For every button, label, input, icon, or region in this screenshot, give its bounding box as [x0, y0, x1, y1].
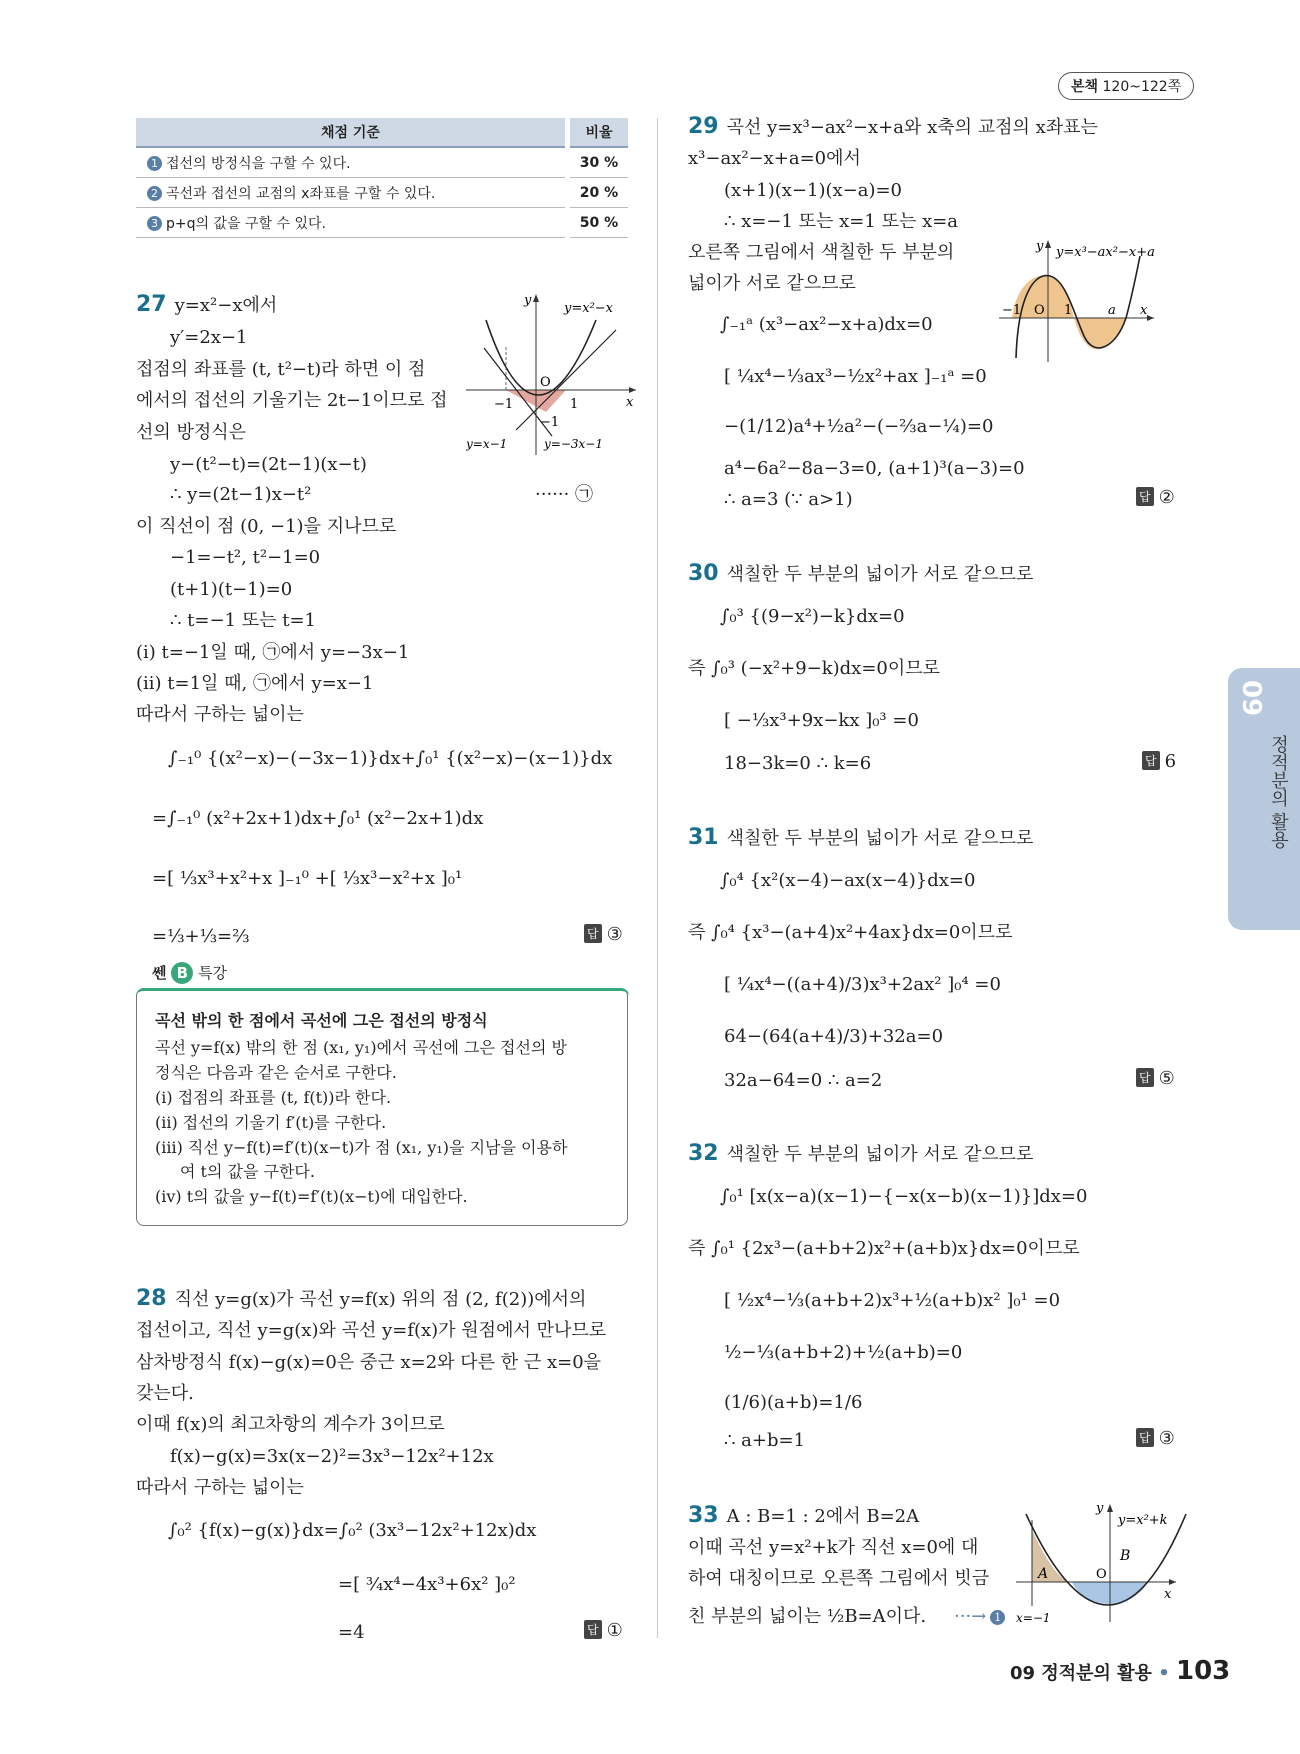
solution-line: [ −⅓x³+9x−kx ]₀³ =0 [724, 710, 919, 731]
solution-line: [ ¼x⁴−((a+4)/3)x³+2ax² ]₀⁴ =0 [724, 974, 1001, 995]
solution-line: 18−3k=0 ∴ k=6 [724, 753, 872, 774]
answer-value: ③ [606, 924, 623, 945]
tick-label: 1 [570, 397, 579, 412]
tick-label: 1 [1064, 303, 1073, 318]
tip-line: 곡선 y=f(x) 밖의 한 점 (x₁, y₁)에서 곡선에 그은 접선의 방 [155, 1038, 567, 1057]
line-label: x=−1 [1016, 1611, 1051, 1625]
solution-line: 하여 대칭이므로 오른쪽 그림에서 빗금 [688, 1568, 990, 1589]
tip-title: 곡선 밖의 한 점에서 곡선에 그은 접선의 방정식 [155, 1011, 488, 1030]
solution-line: 에서의 접선의 기울기는 2t−1이므로 접 [136, 390, 448, 411]
axis-label: y [1096, 1501, 1104, 1516]
problem-number: 29 [688, 114, 719, 139]
answer [1136, 1068, 1175, 1089]
solution-line: y−(t²−t)=(2t−1)(x−t) [170, 454, 367, 475]
solution-line: =[ ¾x⁴−4x³+6x² ]₀² [338, 1574, 516, 1595]
answer-value: ⑤ [1158, 1068, 1175, 1089]
answer [584, 1620, 623, 1641]
origin-label: O [1096, 1567, 1107, 1582]
solution-line: ∫₋₁ᵃ (x³−ax²−x+a)dx=0 [720, 314, 933, 335]
solution-line: (i) t=−1일 때, ㉠에서 y=−3x−1 [136, 642, 410, 663]
problem-number: 27 [136, 292, 167, 317]
badge-circle: B [171, 962, 193, 984]
tick-label: −1 [494, 397, 514, 412]
answer-value: ① [606, 1620, 623, 1641]
ratio-header: 비율 [570, 118, 628, 147]
answer-label: 답 [584, 1620, 602, 1639]
criteria-header: 채점 기준 [136, 118, 565, 147]
number-badge: 2 [147, 186, 162, 201]
table-row [136, 208, 628, 238]
solution-line: 오른쪽 그림에서 색칠한 두 부분의 [688, 242, 955, 263]
criteria-text: p+q의 값을 구할 수 있다. [166, 215, 326, 232]
solution-line: 64−(64(a+4)/3)+32a=0 [724, 1026, 944, 1047]
criteria-text: 곡선과 접선의 교점의 x좌표를 구할 수 있다. [166, 185, 436, 202]
solution-line: (x+1)(x−1)(x−a)=0 [724, 180, 903, 201]
solution-line: ∫₀⁴ {x²(x−4)−ax(x−4)}dx=0 [720, 870, 976, 891]
criteria-text: 접선의 방정식을 구할 수 있다. [166, 155, 351, 172]
answer [1136, 487, 1175, 508]
axis-label: y [1036, 239, 1044, 254]
arrow-icon: ···→ [954, 1606, 987, 1627]
tangent-line-1 [516, 330, 616, 430]
footer-chapter: 09 정적분의 활용 [1010, 1663, 1152, 1684]
solution-line: 색칠한 두 부분의 넓이가 서로 같으므로 [726, 828, 1034, 849]
ref-pages: 120~122쪽 [1102, 79, 1182, 95]
solution-line: 직선 y=g(x)가 곡선 y=f(x) 위의 점 (2, f(2))에서의 [174, 1289, 587, 1310]
column-divider [657, 118, 658, 1638]
solution-line: =∫₋₁⁰ (x²+2x+1)dx+∫₀¹ (x²−2x+1)dx [152, 808, 484, 829]
tick-label: −1 [1002, 303, 1022, 318]
solution-line: 넓이가 서로 같으므로 [688, 273, 856, 294]
answer-value: ② [1158, 487, 1175, 508]
region-label: B [1120, 1548, 1131, 1564]
solution-line: −1=−t², t²−1=0 [170, 547, 321, 568]
solution-line: y′=2x−1 [170, 327, 248, 348]
page-footer [1010, 1656, 1230, 1686]
solution-line: ∫₋₁⁰ {(x²−x)−(−3x−1)}dx+∫₀¹ {(x²−x)−(x−1)}dx [168, 748, 613, 769]
solution-line: a⁴−6a²−8a−3=0, (a+1)³(a−3)=0 [724, 458, 1025, 479]
tip-line: (ii) 접선의 기울기 f′(t)를 구한다. [155, 1113, 387, 1132]
region-label: A [1038, 1566, 1049, 1582]
graph-29 [994, 236, 1184, 364]
line-label: y=−3x−1 [544, 437, 603, 451]
chapter-number: 09 [1236, 680, 1266, 717]
solution-line: (t+1)(t−1)=0 [170, 579, 293, 600]
solution-line: 색칠한 두 부분의 넓이가 서로 같으므로 [726, 564, 1034, 585]
solution-line: 접점의 좌표를 (t, t²−t)라 하면 이 점 [136, 359, 426, 380]
table-row [136, 178, 628, 208]
answer [1142, 751, 1176, 772]
problem-number: 28 [136, 1286, 167, 1311]
solution-line: ∴ a+b=1 [724, 1430, 806, 1451]
solution-line: 갖는다. [136, 1383, 194, 1404]
solution-line: (1/6)(a+b)=1/6 [724, 1392, 863, 1413]
solution-line: −(1/12)a⁴+½a²−(−⅔a−¼)=0 [724, 416, 994, 437]
solution-line: ∴ t=−1 또는 t=1 [170, 610, 317, 631]
scoring-criteria-table [136, 118, 628, 238]
solution-line: ∴ a=3 (∵ a>1) [724, 489, 853, 510]
solution-line: [ ¼x⁴−⅓ax³−½x²+ax ]₋₁ᵃ =0 [724, 366, 987, 387]
solution-line: 접선이고, 직선 y=g(x)와 곡선 y=f(x)가 원점에서 만나므로 [136, 1320, 607, 1341]
solution-line: 따라서 구하는 넓이는 [136, 1477, 304, 1498]
tip-line: (i) 접점의 좌표를 (t, f(t))라 한다. [155, 1088, 392, 1107]
number-badge: 1 [990, 1610, 1005, 1625]
ratio-value: 20 % [570, 178, 628, 208]
answer-label: 답 [1136, 1068, 1154, 1087]
tip-line: (iii) 직선 y−f(t)=f′(t)(x−t)가 점 (x₁, y₁)을 지남을 이용하 [155, 1138, 568, 1157]
graph-27 [466, 290, 642, 460]
solution-line: 32a−64=0 ∴ a=2 [724, 1070, 883, 1091]
tip-badge [152, 962, 227, 984]
tip-line: 정식은 다음과 같은 순서로 구한다. [155, 1063, 397, 1082]
axis-label: y [524, 293, 532, 308]
solution-line: f(x)−g(x)=3x(x−2)²=3x³−12x²+12x [170, 1446, 494, 1467]
solution-line: ∫₀³ {(9−x²)−k}dx=0 [720, 606, 905, 627]
badge-text: 쎈 [152, 964, 167, 982]
answer [1136, 1428, 1175, 1449]
number-badge: 3 [147, 216, 162, 231]
answer-label: 답 [1142, 751, 1160, 770]
origin-label: O [540, 375, 551, 390]
page-number: 103 [1176, 1656, 1231, 1686]
problem-number: 31 [688, 825, 719, 850]
answer [584, 924, 623, 945]
solution-line: x³−ax²−x+a=0에서 [688, 148, 861, 169]
solution-line: 색칠한 두 부분의 넓이가 서로 같으므로 [726, 1144, 1034, 1165]
problem-number: 33 [688, 1503, 719, 1528]
ratio-value: 50 % [570, 208, 628, 238]
answer-value: ③ [1158, 1428, 1175, 1449]
solution-line: 즉 ∫₀³ (−x²+9−k)dx=0이므로 [688, 658, 941, 679]
origin-label: O [1034, 303, 1045, 318]
graph-33 [1016, 1500, 1188, 1626]
ref-bold: 본책 [1071, 79, 1099, 95]
solution-line: ½−⅓(a+b+2)+½(a+b)=0 [724, 1342, 963, 1363]
solution-line: =[ ⅓x³+x²+x ]₋₁⁰ +[ ⅓x³−x²+x ]₀¹ [152, 868, 463, 889]
curve-label: y=x³−ax²−x+a [1056, 245, 1155, 260]
axis-label: x [1140, 303, 1148, 318]
badge-text: 특강 [198, 964, 228, 982]
page-reference-badge [1058, 72, 1194, 100]
solution-line: ∫₀² {f(x)−g(x)}dx=∫₀² (3x³−12x²+12x)dx [168, 1520, 537, 1541]
problem-number: 32 [688, 1141, 719, 1166]
solution-line: [ ½x⁴−⅓(a+b+2)x³+½(a+b)x² ]₀¹ =0 [724, 1290, 1061, 1311]
answer-label: 답 [584, 924, 602, 943]
solution-line: =4 [338, 1622, 365, 1643]
footer-dot: • [1158, 1663, 1170, 1684]
solution-line: 곡선 y=x³−ax²−x+a와 x축의 교점의 x좌표는 [726, 117, 1098, 138]
axis-label: x [1164, 1587, 1172, 1602]
solution-line: ∫₀¹ [x(x−a)(x−1)−{−x(x−b)(x−1)}]dx=0 [720, 1186, 1088, 1207]
curve-label: y=x²−x [564, 301, 614, 316]
solution-line: 즉 ∫₀¹ {2x³−(a+b+2)x²+(a+b)x}dx=0이므로 [688, 1238, 1080, 1259]
solution-line: ∴ y=(2t−1)x−t² [170, 484, 312, 505]
solution-line: ∴ x=−1 또는 x=1 또는 x=a [724, 211, 959, 232]
solution-line: =⅓+⅓=⅔ [152, 926, 250, 947]
answer-value: 6 [1164, 751, 1177, 772]
solution-line: 이때 곡선 y=x²+k가 직선 x=0에 대 [688, 1537, 979, 1558]
problem-number: 30 [688, 561, 719, 586]
solution-line: (ii) t=1일 때, ㉠에서 y=x−1 [136, 673, 374, 694]
solution-line: 선의 방정식은 [136, 422, 247, 443]
solution-line: 이때 f(x)의 최고차항의 계수가 3이므로 [136, 1414, 445, 1435]
line-label: y=x−1 [466, 437, 508, 451]
table-row [136, 147, 628, 178]
solution-line: 이 직선이 점 (0, −1)을 지나므로 [136, 516, 397, 537]
ratio-value: 30 % [570, 147, 628, 178]
tip-line: 여 t의 값을 구한다. [180, 1162, 315, 1181]
solution-line: 즉 ∫₀⁴ {x³−(a+4)x²+4ax}dx=0이므로 [688, 922, 1013, 943]
solution-line: 삼차방정식 f(x)−g(x)=0은 중근 x=2와 다른 한 근 x=0을 [136, 1352, 602, 1373]
tick-label: −1 [540, 415, 560, 430]
equation-mark: ······ ㉠ [535, 484, 594, 505]
chapter-label: 정적분의 활용 [1268, 735, 1289, 849]
solution-line: A : B=1 : 2에서 B=2A [726, 1506, 920, 1527]
answer-label: 답 [1136, 1428, 1154, 1447]
tick-label: a [1108, 303, 1116, 318]
tip-line: (iv) t의 값을 y−f(t)=f′(t)(x−t)에 대입한다. [155, 1187, 468, 1206]
solution-line: y=x²−x에서 [174, 295, 278, 316]
tip-box-accent [136, 988, 629, 1005]
number-badge: 1 [147, 156, 162, 171]
solution-line: 친 부분의 넓이는 ½B=A이다. [688, 1606, 927, 1627]
curve-label: y=x²+k [1118, 1513, 1168, 1528]
solution-line: 따라서 구하는 넓이는 [136, 704, 304, 725]
axis-label: x [626, 395, 634, 410]
answer-label: 답 [1136, 487, 1154, 506]
